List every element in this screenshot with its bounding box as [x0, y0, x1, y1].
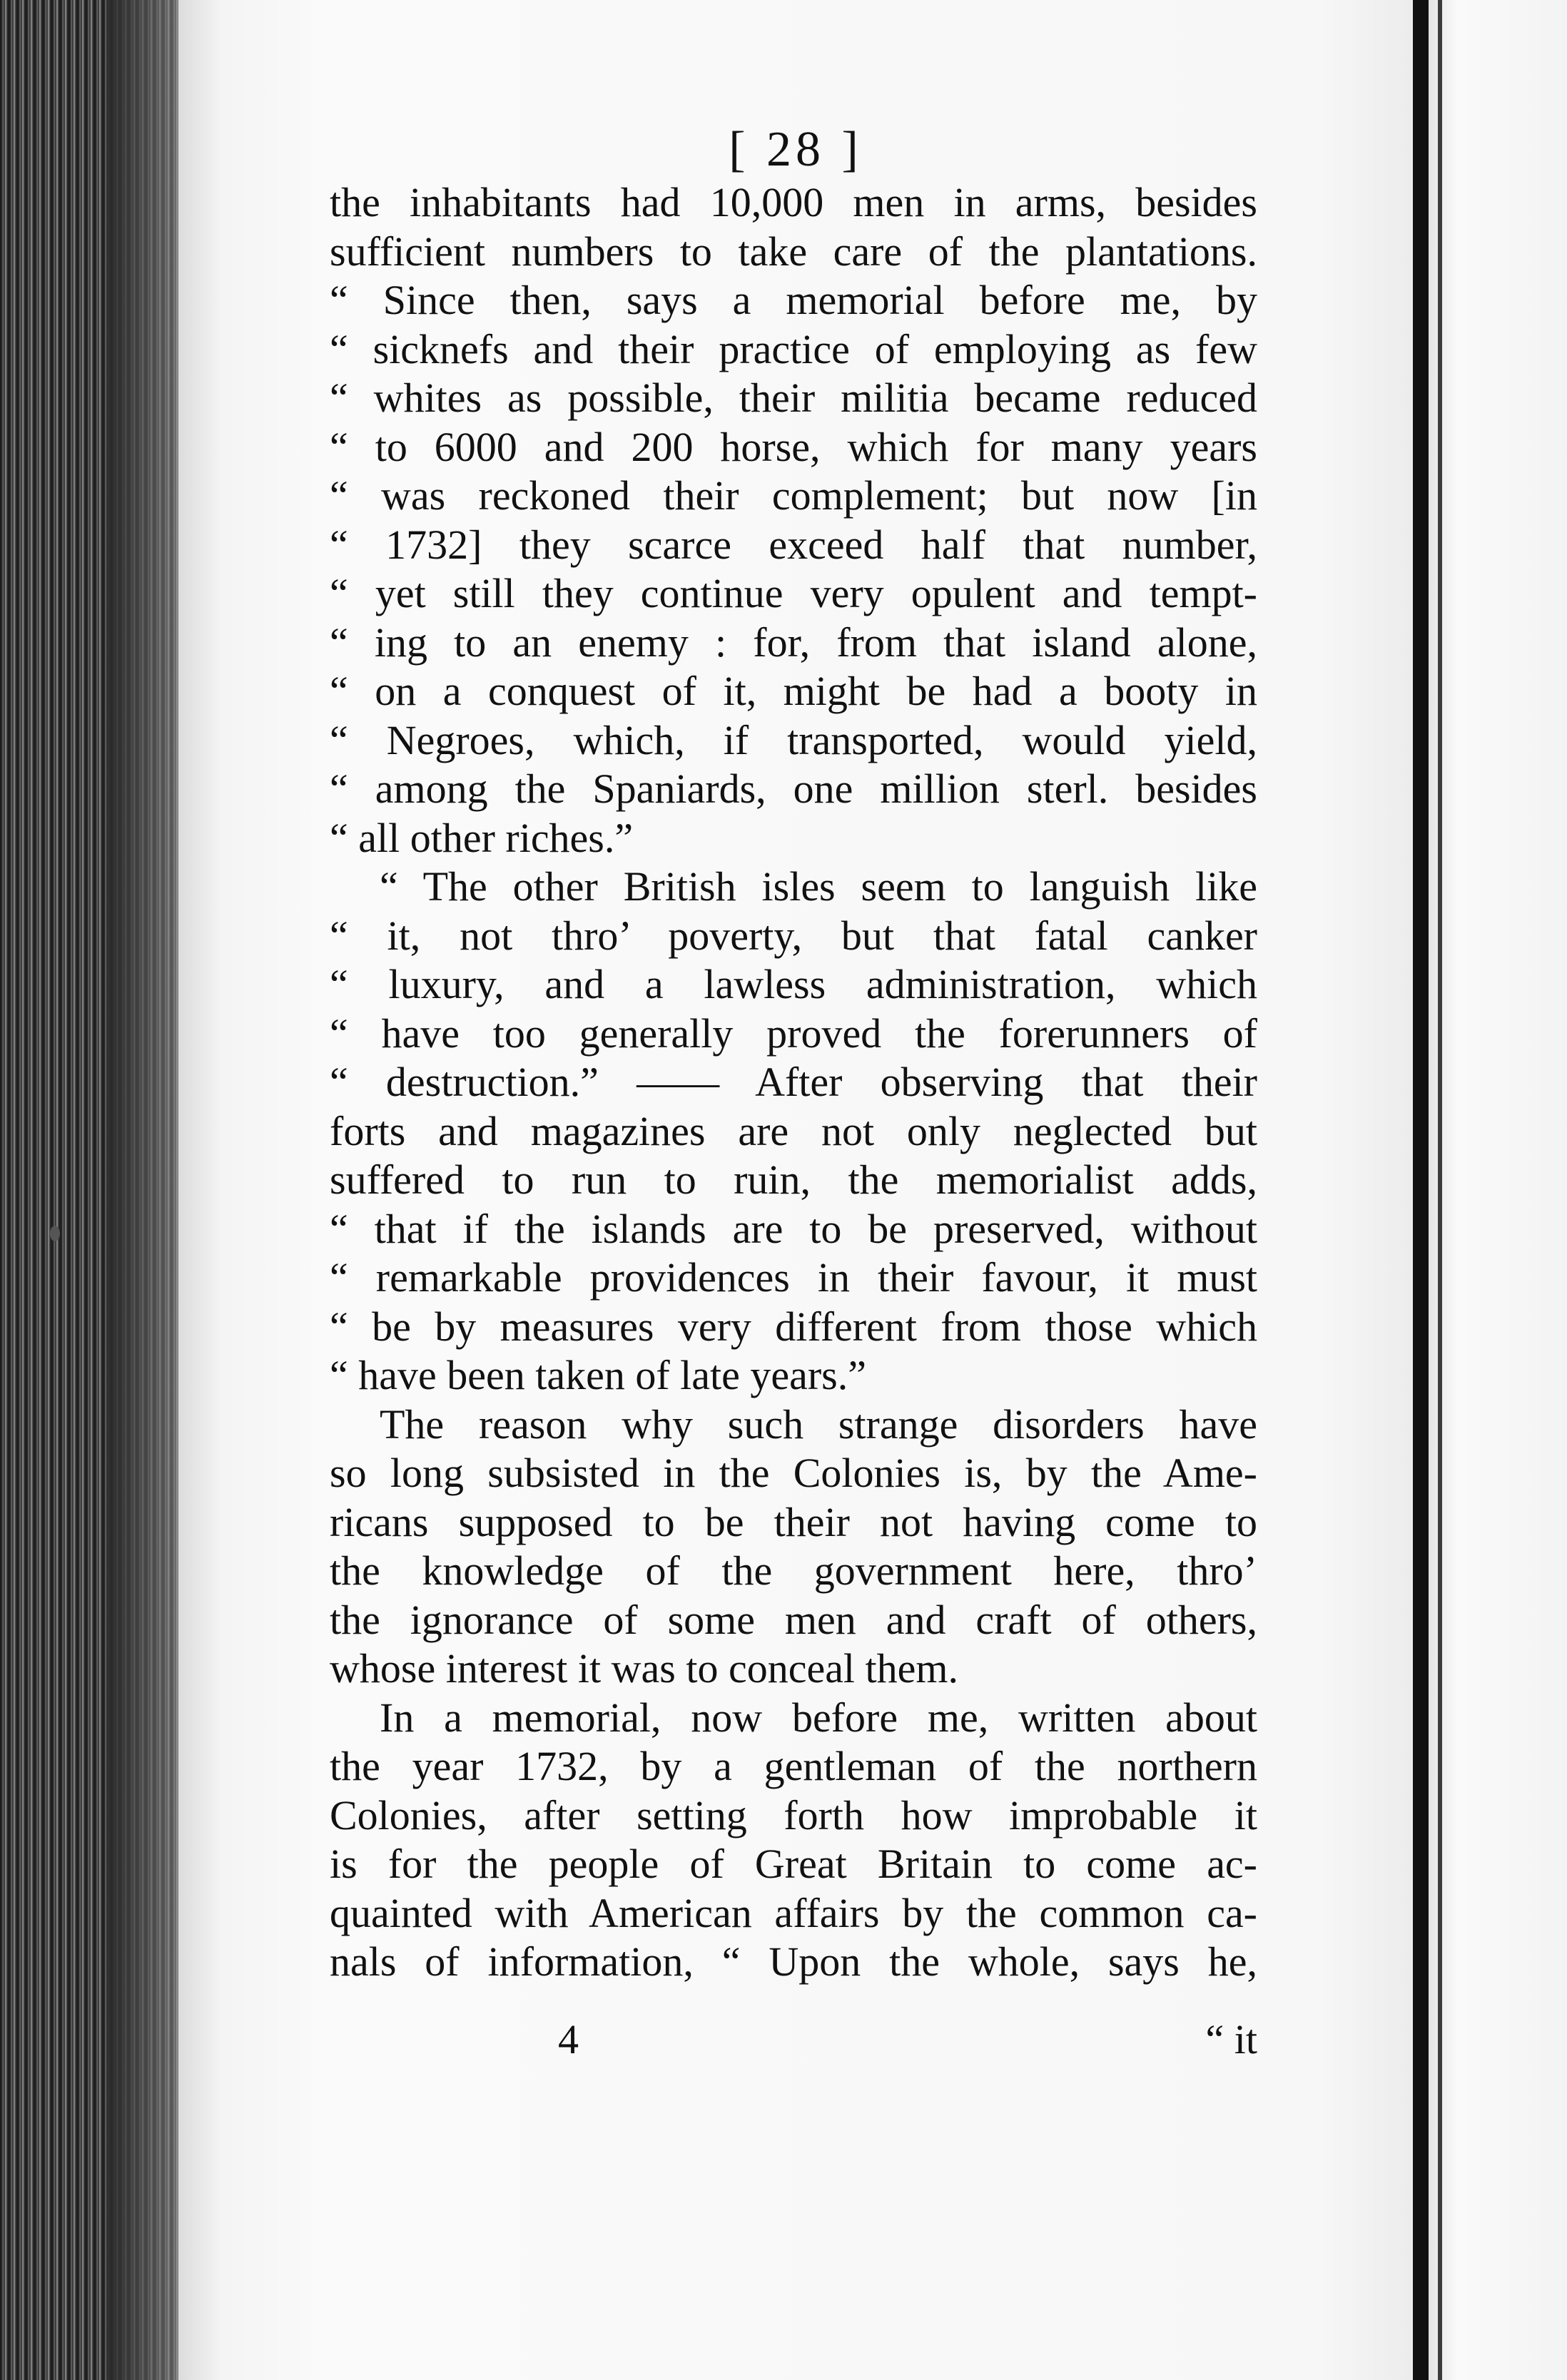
text-line: “ destruction.” —— After observing that their: [330, 1059, 1257, 1105]
text-line: “ all other riches.”: [330, 814, 634, 861]
text-line: “ luxury, and a lawless administration, which: [330, 961, 1257, 1007]
text-line: forts and magazines are not only neglected but: [330, 1107, 1257, 1154]
text-line: “ be by measures very different from those which: [330, 1303, 1257, 1350]
text-line: the inhabitants had 10,000 men in arms, besides: [330, 179, 1257, 225]
text-line: “ Since then, says a memorial before me, by: [330, 277, 1257, 323]
text-line: the ignorance of some men and craft of others,: [330, 1596, 1257, 1643]
text-line: The reason why such strange disorders have: [380, 1400, 1257, 1448]
text-line: “ was reckoned their complement; but now [in: [330, 472, 1257, 519]
text-line: the year 1732, by a gentleman of the northern: [330, 1743, 1257, 1789]
page-edge-shadow: [1413, 0, 1429, 2380]
catchword: “ it: [1205, 2016, 1257, 2063]
text-line: Colonies, after setting forth how improbable it: [330, 1791, 1257, 1839]
text-line: “ among the Spaniards, one million sterl. besides: [330, 766, 1257, 812]
text-line: so long subsisted in the Colonies is, by the Ame-: [330, 1450, 1257, 1496]
page-number: [ 28 ]: [729, 122, 863, 177]
text-line: “ have too generally proved the forerunners of: [330, 1010, 1257, 1057]
text-line: “ have been taken of late years.”: [330, 1352, 866, 1398]
text-line: “ sicknefs and their practice of employing as few: [330, 325, 1257, 372]
text-line: “ whites as possible, their militia became reduced: [330, 375, 1257, 421]
text-line: “ on a conquest of it, might be had a booty in: [330, 668, 1257, 714]
text-line: In a memorial, now before me, written about: [380, 1694, 1257, 1741]
signature-mark: 4: [558, 2016, 579, 2063]
text-line: quainted with American affairs by the common ca-: [330, 1889, 1257, 1936]
text-line: is for the people of Great Britain to come ac-: [330, 1841, 1257, 1887]
text-line: “ yet still they continue very opulent and tempt-: [330, 570, 1257, 616]
text-line: ricans supposed to be their not having come to: [330, 1498, 1257, 1545]
gutter-shadow: [107, 0, 186, 2380]
facing-page-edge: [1429, 0, 1567, 2380]
text-line: “ it, not thro’ poverty, but that fatal canker: [330, 912, 1257, 959]
text-line: “ remarkable providences in their favour, it must: [330, 1254, 1257, 1301]
text-line: “ Negroes, which, if transported, would yield,: [330, 716, 1257, 763]
facing-page-border: [1438, 0, 1442, 2380]
text-line: “ to 6000 and 200 horse, which for many years: [330, 423, 1257, 470]
text-line: suffered to run to ruin, the memorialist adds,: [330, 1156, 1257, 1203]
text-line: “ ing to an enemy : for, from that island alone,: [330, 619, 1257, 666]
text-line: sufficient numbers to take care of the plantations.: [330, 228, 1257, 275]
scan-speck: [50, 1226, 60, 1241]
text-line: nals of information, “ Upon the whole, says he,: [330, 1938, 1257, 1985]
text-line: the knowledge of the government here, thro’: [330, 1547, 1257, 1594]
page-text-block: [330, 178, 1257, 1987]
text-line: “ The other British isles seem to languish like: [380, 863, 1257, 910]
text-line: “ that if the islands are to be preserved, without: [330, 1205, 1257, 1252]
text-line: whose interest it was to conceal them.: [330, 1645, 959, 1692]
text-line: “ 1732] they scarce exceed half that number,: [330, 521, 1257, 568]
